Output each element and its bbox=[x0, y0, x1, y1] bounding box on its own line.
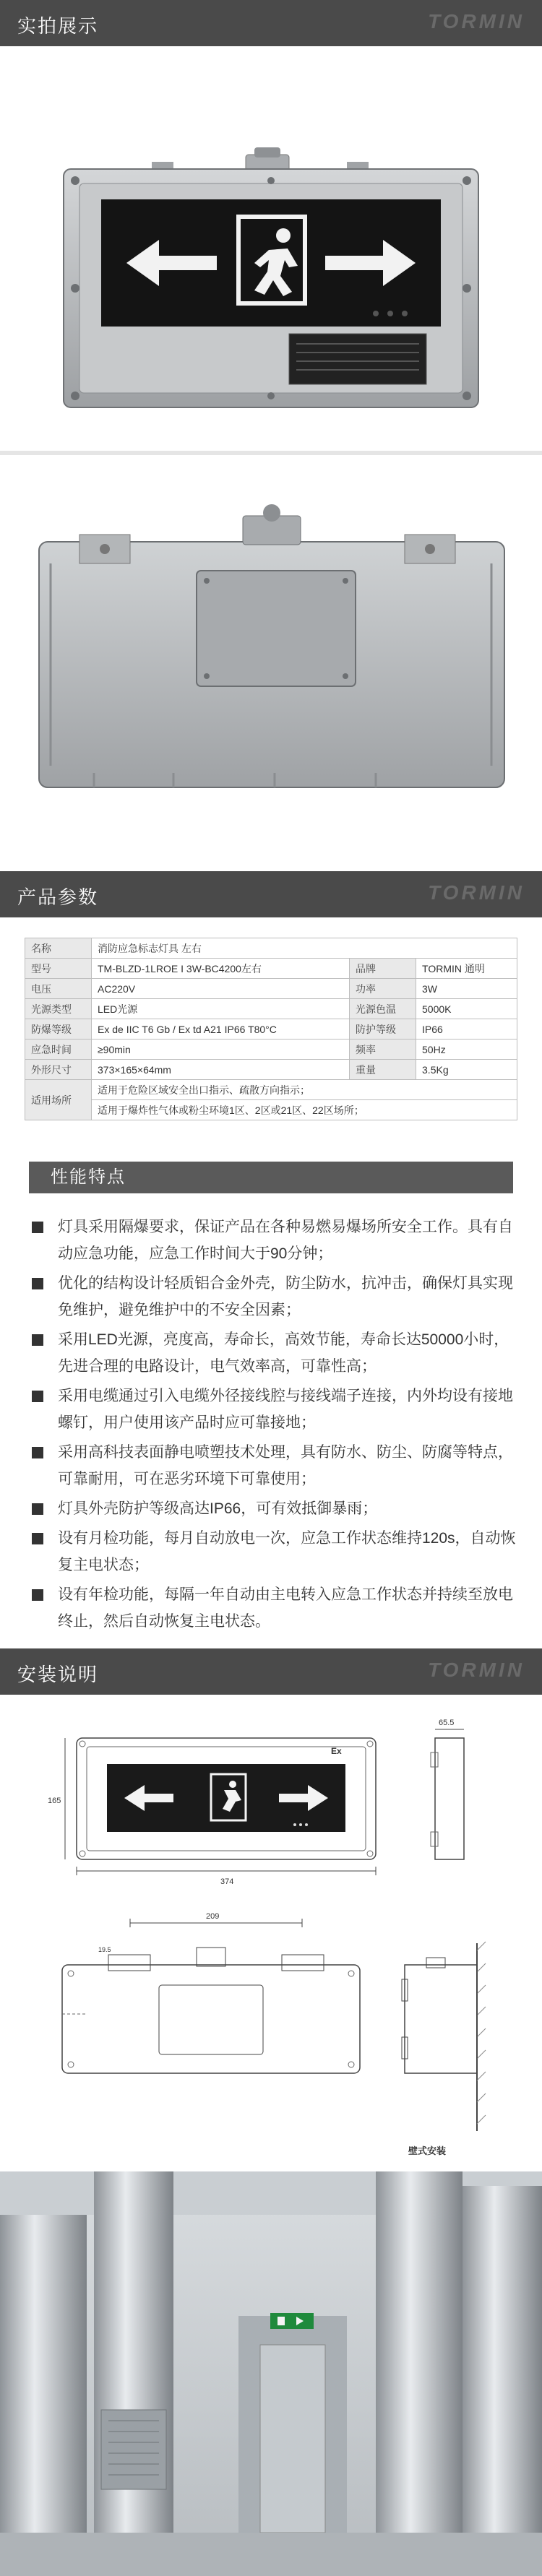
front-dimension-drawing bbox=[0, 1695, 542, 1893]
exit-sign-back-image bbox=[0, 455, 542, 871]
table-row: 应急时间 ≥90min 频率 50Hz bbox=[25, 1040, 517, 1060]
table-row: 电压 AC220V 功率 3W bbox=[25, 979, 517, 999]
feature-item: 优化的结构设计轻质铝合金外壳，防尘防水，抗冲击，确保灯具实现免维护，避免维护中的不安全因素； bbox=[32, 1270, 523, 1323]
feature-item: 灯具外壳防护等级高达IP66，可有效抵御暴雨； bbox=[32, 1495, 523, 1522]
table-row: 型号 TM-BLZD-1LROE I 3W-BC4200左右 品牌 TORMIN 通明 bbox=[25, 959, 517, 979]
table-row: 适用场所 适用于危险区域安全出口指示、疏散方向指示； bbox=[25, 1080, 517, 1100]
ex-mark: Ex bbox=[331, 1746, 342, 1756]
dim-height: 165 bbox=[48, 1797, 61, 1805]
table-row: 名称 消防应急标志灯具 左右 bbox=[25, 938, 517, 959]
section-title: 安装说明 bbox=[17, 1664, 99, 1685]
feature-item: 设有年检功能，每隔一年自动由主电转入应急工作状态并持续至放电终止，然后自动恢复主电状态。 bbox=[32, 1581, 523, 1635]
section-bar-params bbox=[0, 871, 542, 917]
section-title: 实拍展示 bbox=[17, 15, 99, 37]
table-row: 适用于爆炸性气体或粉尘环境1区、2区或21区、22区场所； bbox=[25, 1100, 517, 1120]
feature-item: 采用电缆通过引入电缆外径接线腔与接线端子连接，内外均设有接地螺钉，用户使用该产品时应可靠接地； bbox=[32, 1383, 523, 1436]
section-bar-photos bbox=[0, 0, 542, 46]
dim-width: 374 bbox=[220, 1877, 234, 1886]
dim-hole: 19.5 bbox=[98, 1946, 111, 1953]
feature-item: 设有月检功能，每月自动放电一次，应急工作状态维持120s，自动恢复主电状态； bbox=[32, 1525, 523, 1578]
dim-depth: 65.5 bbox=[439, 1719, 455, 1727]
brand-watermark: TORMIN bbox=[428, 1659, 525, 1681]
dim-mount-spacing: 209 bbox=[206, 1912, 220, 1921]
feature-item: 采用高科技表面静电喷塑技术处理，具有防水、防尘、防腐等特点，可靠耐用，可在恶劣环境下可靠使用； bbox=[32, 1439, 523, 1492]
table-row: 光源类型 LED光源 光源色温 5000K bbox=[25, 999, 517, 1019]
spec-table bbox=[25, 938, 517, 1120]
brand-watermark: TORMIN bbox=[428, 10, 525, 33]
brand-watermark: TORMIN bbox=[428, 881, 525, 904]
table-row: 防爆等级 Ex de IIC T6 Gb / Ex td A21 IP66 T80°C 防护等级 IP66 bbox=[25, 1019, 517, 1040]
feature-item: 采用LED光源，亮度高，寿命长，高效节能，寿命长达50000小时，先进合理的电路设计，电气效率高，可靠性高； bbox=[32, 1326, 523, 1380]
features-title-bar: 性能特点 bbox=[29, 1162, 513, 1193]
mount-label: 壁式安装 bbox=[408, 2145, 447, 2156]
section-title: 产品参数 bbox=[17, 886, 99, 908]
installation-scene-image bbox=[0, 2171, 542, 2576]
features-list bbox=[32, 1214, 523, 1638]
photo-front bbox=[0, 46, 542, 451]
photo-back bbox=[0, 455, 542, 871]
feature-item: 灯具采用隔爆要求，保证产品在各种易燃易爆场所安全工作。具有自动应急功能，应急工作时间大于90分钟； bbox=[32, 1214, 523, 1267]
exit-sign-front-image bbox=[0, 46, 542, 451]
section-bar-install bbox=[0, 1648, 542, 1695]
table-row: 外形尺寸 373×165×64mm 重量 3.5Kg bbox=[25, 1060, 517, 1080]
mounting-drawing bbox=[0, 1893, 542, 2167]
